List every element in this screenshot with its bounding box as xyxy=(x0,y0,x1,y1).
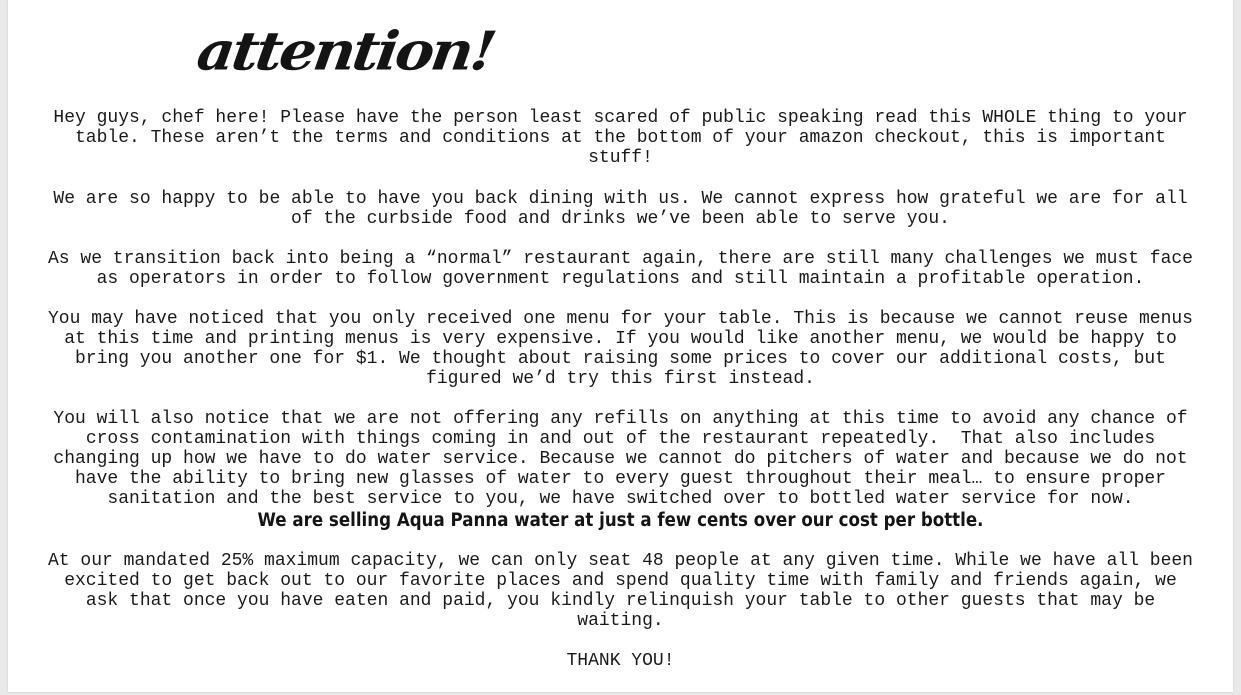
paragraph-line: as operators in order to follow government regulations and still maintain a profitable operation. xyxy=(96,269,1145,289)
paragraph-line: ask that once you have eaten and paid, you kindly relinquish your table to other guests that may be xyxy=(85,591,1156,611)
attention-heading: attention! xyxy=(193,20,498,83)
water-paragraph xyxy=(8,409,1233,509)
transition-paragraph xyxy=(8,249,1233,289)
paragraph-line: figured we’d try this first instead. xyxy=(426,369,815,389)
paragraph-line: stuff! xyxy=(588,148,653,168)
paragraph-line: waiting. xyxy=(577,611,664,631)
paragraph-line: bring you another one for $1. We thought about raising some prices to cover our additional costs, but xyxy=(75,349,1166,369)
welcome-paragraph xyxy=(8,189,1233,229)
paragraph-line: You may have noticed that you only received one menu for your table. This is because we cannot reuse menus xyxy=(48,309,1193,329)
notice-page xyxy=(8,0,1233,692)
paragraph-line: table. These aren’t the terms and conditions at the bottom of your amazon checkout, this is important xyxy=(75,128,1166,148)
water-price-note: We are selling Aqua Panna water at just a few cents over our cost per bottle. xyxy=(257,510,984,531)
paragraph-line: changing up how we have to do water service. Because we cannot do pitchers of water and because we do not xyxy=(53,449,1188,469)
paragraph-line: of the curbside food and drinks we’ve been able to serve you. xyxy=(291,209,950,229)
closing-text: THANK YOU! xyxy=(566,651,675,671)
paragraph-line: cross contamination with things coming in and out of the restaurant repeatedly. That also includes xyxy=(85,429,1156,449)
paragraph-line: We are so happy to be able to have you back dining with us. We cannot express how grateful we are for all xyxy=(53,189,1188,209)
paragraph-line: have the ability to bring new glasses of water to every guest throughout their meal… to ensure proper xyxy=(75,469,1166,489)
capacity-paragraph xyxy=(8,551,1233,631)
paragraph-line: excited to get back out to our favorite places and spend quality time with family and friends again, we xyxy=(64,571,1177,591)
paragraph-line: at this time and printing menus is very expensive. If you would like another menu, we would be happy to xyxy=(64,329,1177,349)
intro-paragraph xyxy=(8,108,1233,168)
menu-paragraph xyxy=(8,309,1233,389)
paragraph-line: Hey guys, chef here! Please have the person least scared of public speaking read this WHOLE thing to your xyxy=(53,108,1188,128)
paragraph-line: sanitation and the best service to you, we have switched over to bottled water service for now. xyxy=(107,489,1134,509)
paragraph-line: You will also notice that we are not offering any refills on anything at this time to avoid any chance of xyxy=(53,409,1188,429)
paragraph-line: At our mandated 25% maximum capacity, we can only seat 48 people at any given time. While we have all been xyxy=(48,551,1193,571)
paragraph-line: As we transition back into being a “normal” restaurant again, there are still many challenges we must face xyxy=(48,249,1193,269)
